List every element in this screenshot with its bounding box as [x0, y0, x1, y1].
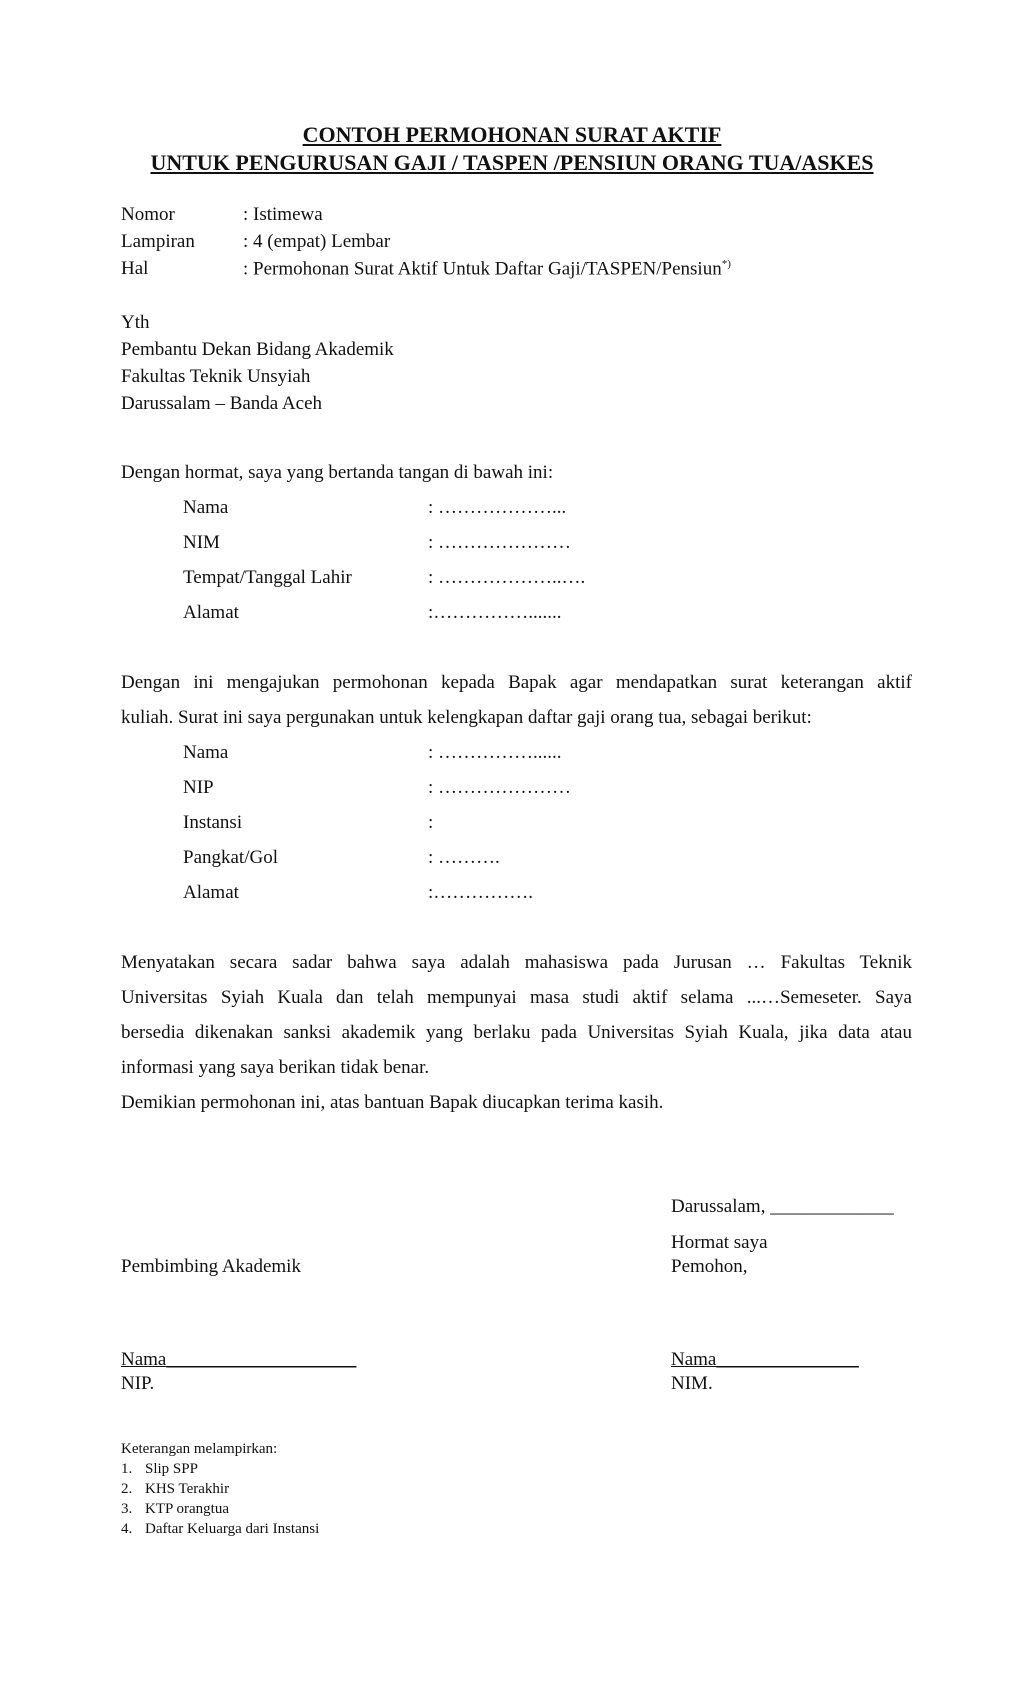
- header-value-hal: : Permohonan Surat Aktif Untuk Daftar Gaji/TASPEN/Pensiun*): [243, 258, 731, 280]
- applicant-title: Pemohon,: [671, 1256, 748, 1277]
- attachment-num-4: 4.: [121, 1521, 133, 1537]
- header-label-hal: Hal: [121, 258, 149, 279]
- recipient-line-3: Darussalam – Banda Aceh: [121, 393, 323, 414]
- attachment-num-2: 2.: [121, 1481, 133, 1497]
- request-line-2: kuliah. Surat ini saya pergunakan untuk kelengkapan daftar gaji orang tua, sebagai berikut:: [121, 707, 812, 728]
- parent-field-value-instansi: :: [428, 812, 434, 833]
- place-date: Darussalam, _____________: [671, 1196, 894, 1217]
- header-label-nomor: Nomor: [121, 204, 175, 225]
- applicant-name-line: Nama_______________: [671, 1349, 859, 1370]
- closing-text: Demikian permohonan ini, atas bantuan Bapak diucapkan terima kasih.: [121, 1092, 664, 1113]
- attachment-num-1: 1.: [121, 1461, 133, 1477]
- header-value-nomor: : Istimewa: [243, 204, 323, 225]
- advisor-nip: NIP.: [121, 1373, 155, 1394]
- parent-field-label-instansi: Instansi: [183, 812, 243, 833]
- student-field-label-nim: NIM: [183, 532, 220, 553]
- recipient-yth: Yth: [121, 312, 150, 333]
- student-field-label-alamat: Alamat: [183, 602, 239, 623]
- header-label-lampiran: Lampiran: [121, 231, 195, 252]
- statement-line-3: bersedia dikenakan sanksi akademik yang berlaku pada Universitas Syiah Kuala, jika data atau: [121, 1022, 912, 1043]
- statement-line-1: Menyatakan secara sadar bahwa saya adalah mahasiswa pada Jurusan … Fakultas Teknik: [121, 952, 912, 973]
- recipient-line-2: Fakultas Teknik Unsyiah: [121, 366, 311, 387]
- header-value-lampiran: : 4 (empat) Lembar: [243, 231, 391, 252]
- student-field-value-nama: : ………………...: [428, 497, 567, 518]
- attachments-heading: Keterangan melampirkan:: [121, 1441, 278, 1457]
- student-field-value-nim: : …………………: [428, 532, 572, 553]
- statement-line-4: informasi yang saya berikan tidak benar.: [121, 1057, 430, 1078]
- parent-field-label-pangkat: Pangkat/Gol: [183, 847, 278, 868]
- parent-field-value-nama: : ……………......: [428, 742, 562, 763]
- student-field-label-ttl: Tempat/Tanggal Lahir: [183, 567, 352, 588]
- intro-text: Dengan hormat, saya yang bertanda tangan di bawah ini:: [121, 462, 554, 483]
- advisor-name-line: Nama____________________: [121, 1349, 357, 1370]
- parent-field-label-nip: NIP: [183, 777, 214, 798]
- attachment-item-2: KHS Terakhir: [145, 1481, 230, 1497]
- title-line-2: UNTUK PENGURUSAN GAJI / TASPEN /PENSIUN ORANG TUA/ASKES: [150, 150, 874, 175]
- footnote-marker: *): [721, 258, 731, 270]
- attachment-item-1: Slip SPP: [145, 1461, 198, 1477]
- attachment-item-4: Daftar Keluarga dari Instansi: [145, 1521, 320, 1537]
- student-field-value-ttl: : ………………..….: [428, 567, 586, 588]
- parent-field-value-pangkat: : ……….: [428, 847, 500, 868]
- recipient-line-1: Pembantu Dekan Bidang Akademik: [121, 339, 394, 360]
- title-line-1: CONTOH PERMOHONAN SURAT AKTIF: [302, 122, 722, 147]
- statement-line-2: Universitas Syiah Kuala dan telah mempunyai masa studi aktif selama ...…Semeseter. Saya: [121, 987, 912, 1008]
- parent-field-label-nama: Nama: [183, 742, 229, 763]
- parent-field-label-alamat: Alamat: [183, 882, 239, 903]
- attachment-num-3: 3.: [121, 1501, 133, 1517]
- advisor-title: Pembimbing Akademik: [121, 1256, 301, 1277]
- attachment-item-3: KTP orangtua: [145, 1501, 230, 1517]
- student-field-value-alamat: :…………….......: [428, 602, 562, 623]
- applicant-nim: NIM.: [671, 1373, 713, 1394]
- hormat-saya: Hormat saya: [671, 1232, 768, 1253]
- request-line-1: Dengan ini mengajukan permohonan kepada Bapak agar mendapatkan surat keterangan aktif: [121, 672, 912, 693]
- student-field-label-nama: Nama: [183, 497, 229, 518]
- parent-field-value-nip: : …………………: [428, 777, 572, 798]
- parent-field-value-alamat: :…………….: [428, 882, 534, 903]
